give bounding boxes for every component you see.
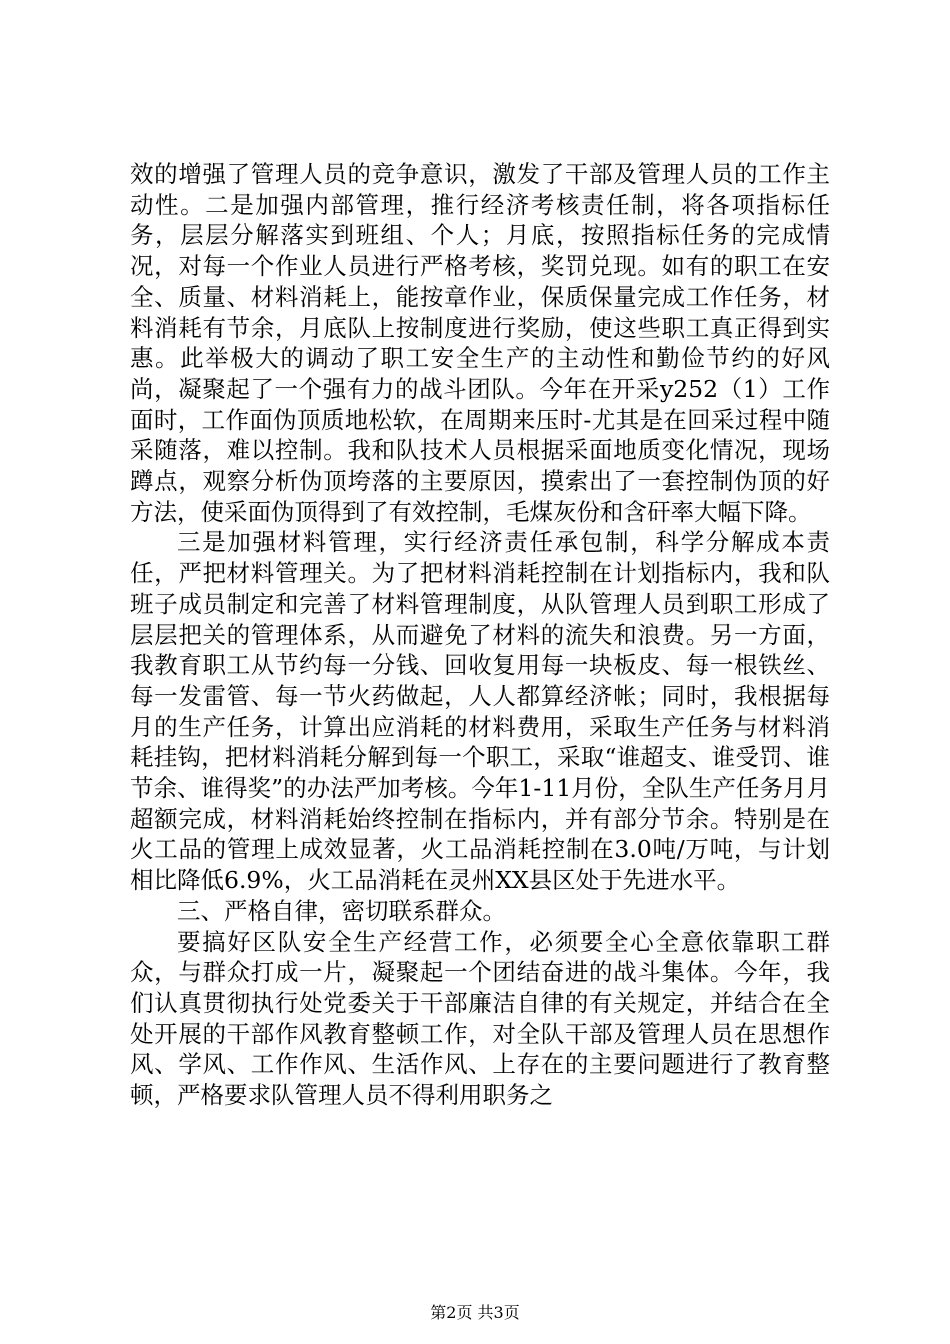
paragraph-2: 三是加强材料管理，实行经济责任承包制，科学分解成本责任，严把材料管理关。为了把材料消耗控制在计划指标内，我和队班子成员制定和完善了材料管理制度，从队管理人员到职工形成了层层把关的管理体系，从而避免了材料的流失和浪费。另一方面，我教育职工从节约每一分钱、回收复用每一块板皮、每一根铁丝、每一发雷管、每一节火药做起，人人都算经济帐；同时，我根据每月的生产任务，计算出应消耗的材料费用，采取生产任务与材料消耗挂钩，把材料消耗分解到每一个职工，采取“谁超支、谁受罚、谁节余、谁得奖”的办法严加考核。今年1-11月份，全队生产任务月月超额完成，材料消耗始终控制在指标内，并有部分节余。特别是在火工品的管理上成效显著，火工品消耗控制在3.0吨/万吨，与计划相比降低6.9%，火工品消耗在灵州XX县区处于先进水平。 <box>130 528 830 895</box>
paragraph-3: 要搞好区队安全生产经营工作，必须要全心全意依靠职工群众，与群众打成一片，凝聚起一个团结奋进的战斗集体。今年，我们认真贯彻执行处党委关于干部廉洁自律的有关规定，并结合在全处开展的干部作风教育整顿工作，对全队干部及管理人员在思想作风、学风、工作作风、生活作风、上存在的主要问题进行了教育整顿，严格要求队管理人员不得利用职务之 <box>130 927 830 1110</box>
section-heading: 三、严格自律，密切联系群众。 <box>177 896 506 925</box>
document-body <box>130 159 830 1111</box>
paragraph-1: 效的增强了管理人员的竞争意识，激发了干部及管理人员的工作主动性。二是加强内部管理，推行经济考核责任制，将各项指标任务，层层分解落实到班组、个人；月底，按照指标任务的完成情况，对每一个作业人员进行严格考核，奖罚兑现。如有的职工在安全、质量、材料消耗上，能按章作业，保质保量完成工作任务，材料消耗有节余，月底队上按制度进行奖励，使这些职工真正得到实惠。此举极大的调动了职工安全生产的主动性和勤俭节约的好风尚，凝聚起了一个强有力的战斗团队。今年在开采y252（1）工作面时，工作面伪顶质地松软，在周期来压时-尤其是在回采过程中随采随落，难以控制。我和队技术人员根据采面地质变化情况，现场蹲点，观察分析伪顶垮落的主要原因，摸索出了一套控制伪顶的好方法，使采面伪顶得到了有效控制，毛煤灰份和含矸率大幅下降。 <box>130 160 830 526</box>
page-footer: 第2页 共3页 <box>430 1303 520 1322</box>
